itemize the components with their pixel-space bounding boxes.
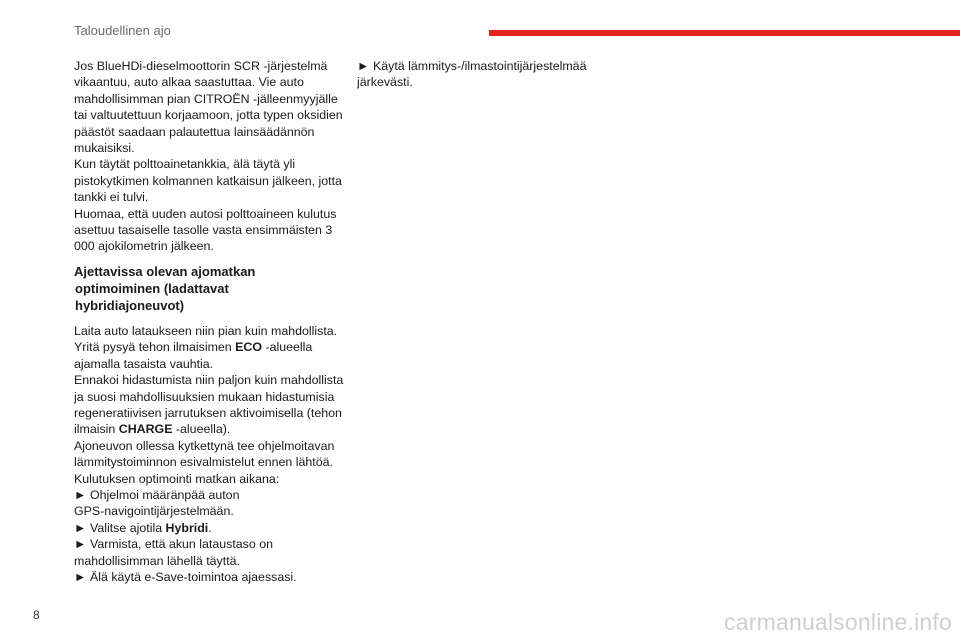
heading-line: optimoiminen (ladattavat <box>75 280 229 296</box>
body-line: Yritä pysyä tehon ilmaisimen ECO -alueella <box>74 340 313 355</box>
bullet-item: ► Ohjelmoi määränpää auton <box>74 487 240 502</box>
charge-term: CHARGE <box>118 422 173 437</box>
section-accent-bar <box>489 30 960 36</box>
intro-line: päästöt saadaan palautettua lainsäädännön <box>74 124 315 139</box>
intro-line: Huomaa, että uuden autosi polttoaineen kulutus <box>74 206 337 221</box>
intro-line: vikaantuu, auto alkaa saastuttaa. Vie auto <box>74 75 304 90</box>
bullet-arrow-icon: ► <box>74 537 87 552</box>
intro-line: mahdollisimman pian CITROËN -jälleenmyyjälle <box>74 91 338 106</box>
intro-line: Kun täytät polttoainetankkia, älä täytä yli <box>74 157 296 172</box>
bullet-continuation: mahdollisimman lähellä täyttä. <box>74 553 240 568</box>
left-column <box>74 58 342 585</box>
intro-line: tankki ei tulvi. <box>74 190 149 205</box>
bullet-arrow-icon: ► <box>74 487 87 502</box>
bullet-item: ► Käytä lämmitys-/ilmastointijärjestelmää <box>357 59 587 73</box>
bullet-item: ► Valitse ajotila Hybridi. <box>74 520 212 535</box>
hybrid-term: Hybridi <box>165 520 209 535</box>
body-line: Laita auto lataukseen niin pian kuin mahdollista. <box>74 323 338 338</box>
body-line: Kulutuksen optimointi matkan aikana: <box>74 471 280 486</box>
intro-line: mukaisiksi. <box>74 141 135 156</box>
body-line: ilmaisin CHARGE -alueella). <box>74 422 231 437</box>
bullet-continuation: GPS-navigointijärjestelmään. <box>74 504 234 519</box>
intro-line: tai valtuutettuun korjaamoon, jotta typen oksidien <box>74 108 343 123</box>
heading-line: Ajettavissa olevan ajomatkan <box>74 263 256 279</box>
bullet-item: ► Varmista, että akun lataustaso on <box>74 537 273 552</box>
bullet-arrow-icon: ► <box>74 569 87 584</box>
section-heading <box>74 263 342 314</box>
intro-line: Jos BlueHDi-dieselmoottorin SCR -järjestelmä <box>74 59 328 73</box>
intro-line: pistokytkimen kolmannen katkaisun jälkeen, jotta <box>74 173 342 188</box>
right-column <box>357 58 607 91</box>
bullet-arrow-icon: ► <box>357 59 370 73</box>
intro-line: 000 ajokilometrin jälkeen. <box>74 239 214 254</box>
heading-line: hybridiajoneuvot) <box>75 297 185 313</box>
body-line: ja suosi mahdollisuuksien mukaan hidastumisia <box>74 389 335 404</box>
bullet-arrow-icon: ► <box>74 520 87 535</box>
eco-term: ECO <box>235 340 263 355</box>
body-line: Ennakoi hidastumista niin paljon kuin mahdollista <box>74 373 344 388</box>
body-line: Ajoneuvon ollessa kytkettynä tee ohjelmoitavan <box>74 438 335 453</box>
section-title: Taloudellinen ajo <box>74 23 171 38</box>
page-number: 8 <box>33 608 40 622</box>
body-line: ajamalla tasaista vauhtia. <box>74 356 214 371</box>
body-line: lämmitystoiminnon esivalmistelut ennen lähtöä. <box>74 455 333 470</box>
bullet-item: ► Älä käytä e-Save-toimintoa ajaessasi. <box>74 569 297 584</box>
watermark-text: carmanualsonline.info <box>724 609 952 635</box>
intro-line: asettuu tasaiselle tasolle vasta ensimmäisten 3 <box>74 223 333 238</box>
body-line: regeneratiivisen jarrutuksen aktivoimisella (tehon <box>74 405 342 420</box>
bullet-continuation: järkevästi. <box>357 75 413 90</box>
